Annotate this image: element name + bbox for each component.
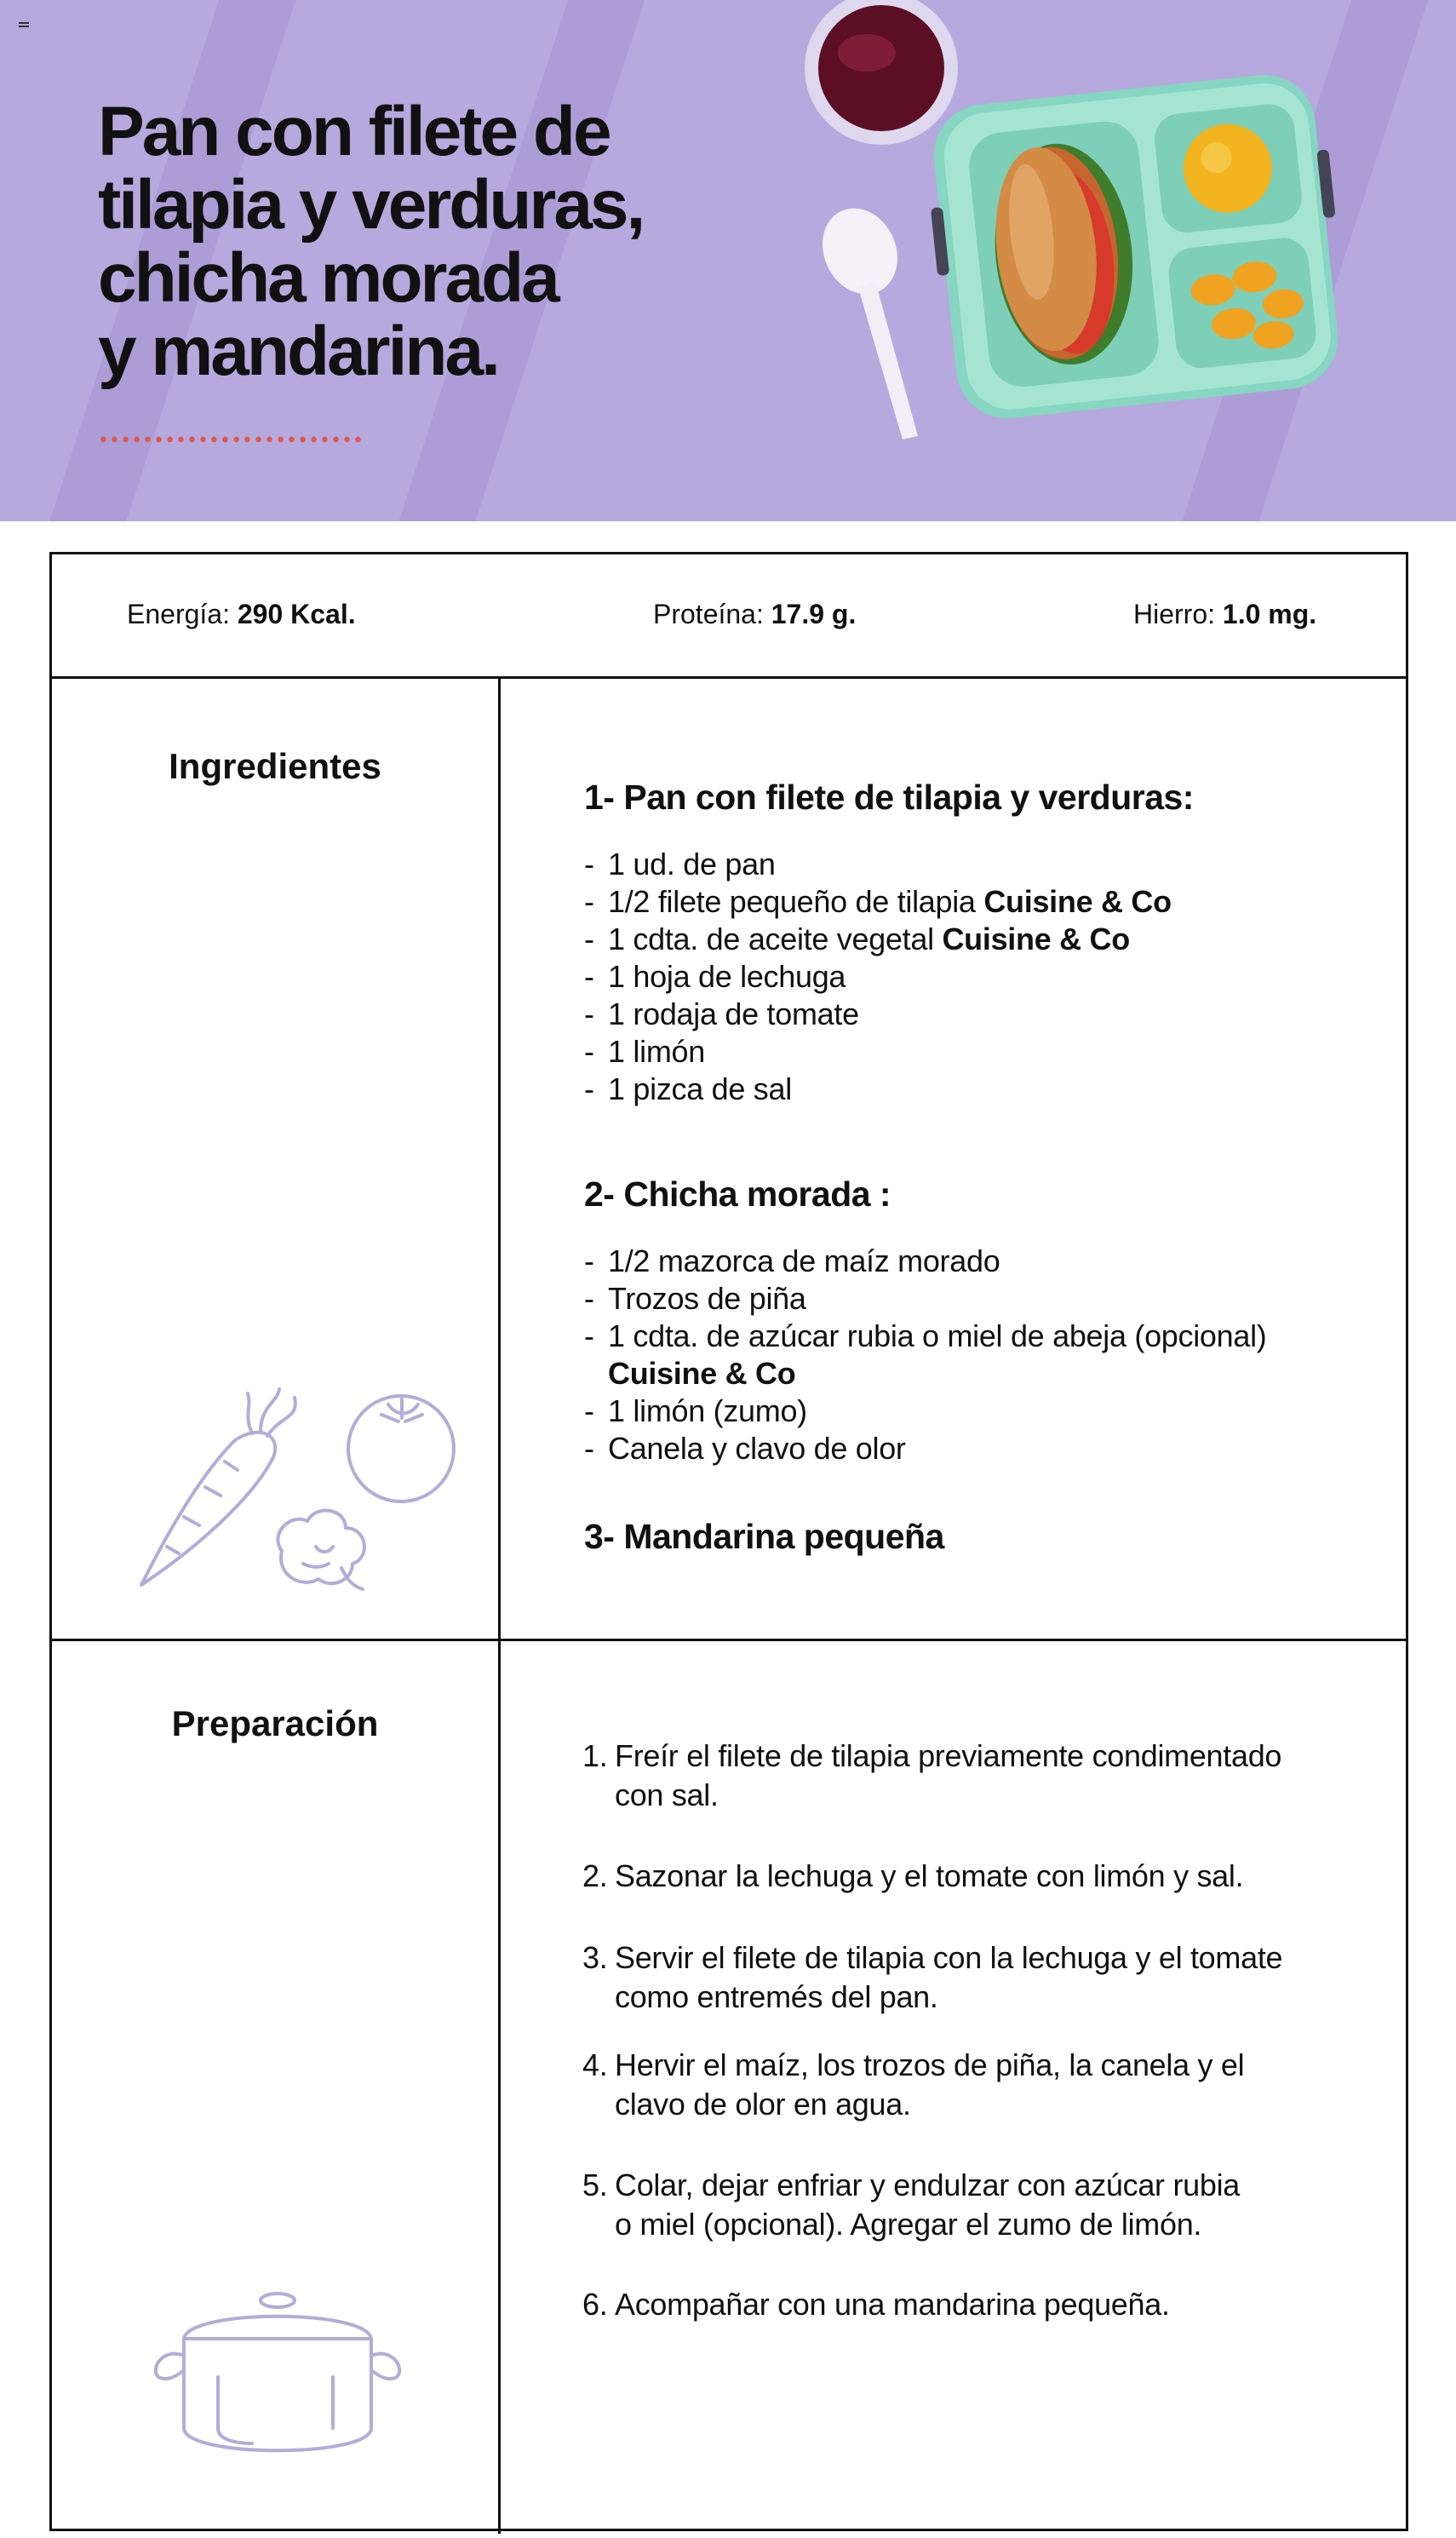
lunchbox-icon bbox=[920, 69, 1353, 424]
list-item: - 1 limón (zumo) bbox=[584, 1392, 1266, 1430]
column-divider bbox=[498, 676, 501, 2534]
list-item: - 1 cdta. de aceite vegetal Cuisine & Co bbox=[584, 921, 1172, 958]
step-number: 2. bbox=[582, 1858, 608, 1893]
dotted-underline bbox=[98, 436, 366, 443]
brand-name: Cuisine & Co bbox=[942, 922, 1130, 956]
row-divider bbox=[52, 1639, 1406, 1641]
ingredient-heading: 1- Pan con filete de tilapia y verduras: bbox=[584, 778, 1194, 817]
title-line: tilapia y verduras, bbox=[98, 166, 644, 244]
lunchbox-photo bbox=[766, 0, 1456, 521]
brand-name: Cuisine & Co bbox=[983, 884, 1172, 919]
energy-info bbox=[127, 599, 356, 630]
list-item: - 1/2 mazorca de maíz morado bbox=[584, 1243, 1266, 1280]
list-item: - 1 rodaja de tomate bbox=[584, 996, 1172, 1033]
recipe-table bbox=[49, 552, 1408, 2531]
list-item: - 1 limón bbox=[584, 1033, 1172, 1071]
iron-info bbox=[1133, 599, 1316, 630]
list-item: - 1 cdta. de azúcar rubia o miel de abeja (opcional) Cuisine & Co bbox=[584, 1318, 1266, 1392]
list-item: 3. Servir el filete de tilapia con la lechuga y el tomate como entremés del pan. bbox=[582, 1940, 1283, 2014]
pot-icon bbox=[137, 2275, 418, 2471]
title-line: Pan con filete de bbox=[98, 93, 610, 170]
step-number: 4. bbox=[582, 2047, 608, 2082]
vegetables-icon bbox=[133, 1338, 473, 1593]
spoon-icon bbox=[809, 196, 918, 439]
step-number: 3. bbox=[582, 1940, 608, 1975]
protein-info bbox=[653, 599, 856, 630]
step-number: 5. bbox=[582, 2168, 608, 2202]
step-number: 1. bbox=[582, 1738, 608, 1773]
iron-label: Hierro: bbox=[1133, 599, 1216, 629]
protein-label: Proteína: bbox=[653, 599, 764, 629]
ingredient-list bbox=[584, 846, 1172, 1108]
list-item: 5. Colar, dejar enfriar y endulzar con azúcar rubia o miel (opcional). Agregar el zumo de limón. bbox=[582, 2168, 1240, 2242]
list-item: - 1 ud. de pan bbox=[584, 846, 1172, 883]
list-item: 4. Hervir el maíz, los trozos de piña, la canela y el clavo de olor en agua. bbox=[582, 2047, 1245, 2122]
preparation-label: Preparación bbox=[171, 1703, 379, 1743]
list-item: 1. Freír el filete de tilapia previamente condimentado con sal. bbox=[582, 1738, 1282, 1812]
title-line: chicha morada bbox=[98, 239, 558, 317]
title-line: y mandarina. bbox=[98, 313, 498, 390]
energy-label: Energía: bbox=[127, 599, 230, 629]
menu-icon[interactable] bbox=[19, 22, 29, 29]
ingredient-list bbox=[584, 1243, 1266, 1467]
ingredient-heading: 2- Chicha morada : bbox=[584, 1174, 891, 1214]
list-item: 6. Acompañar con una mandarina pequeña. bbox=[582, 2285, 1349, 2324]
iron-value: 1.0 mg. bbox=[1222, 599, 1317, 629]
step-number: 6. bbox=[582, 2287, 608, 2322]
recipe-title bbox=[98, 95, 762, 388]
ingredients-label: Ingredientes bbox=[169, 746, 381, 786]
chicha-glass-icon bbox=[805, 0, 958, 145]
hero-banner bbox=[0, 0, 1456, 521]
list-item: 2. Sazonar la lechuga y el tomate con limón y sal. bbox=[582, 1857, 1349, 1896]
nutrition-row bbox=[52, 554, 1406, 679]
list-item: - Trozos de piña bbox=[584, 1280, 1266, 1318]
list-item: - 1 pizca de sal bbox=[584, 1071, 1172, 1108]
ingredient-heading: 3- Mandarina pequeña bbox=[584, 1517, 944, 1556]
list-item: - 1/2 filete pequeño de tilapia Cuisine & Co bbox=[584, 883, 1172, 921]
brand-name: Cuisine & Co bbox=[608, 1356, 796, 1391]
energy-value: 290 Kcal. bbox=[237, 599, 356, 629]
list-item: - 1 hoja de lechuga bbox=[584, 958, 1172, 996]
list-item: - Canela y clavo de olor bbox=[584, 1430, 1266, 1467]
protein-value: 17.9 g. bbox=[771, 599, 857, 629]
